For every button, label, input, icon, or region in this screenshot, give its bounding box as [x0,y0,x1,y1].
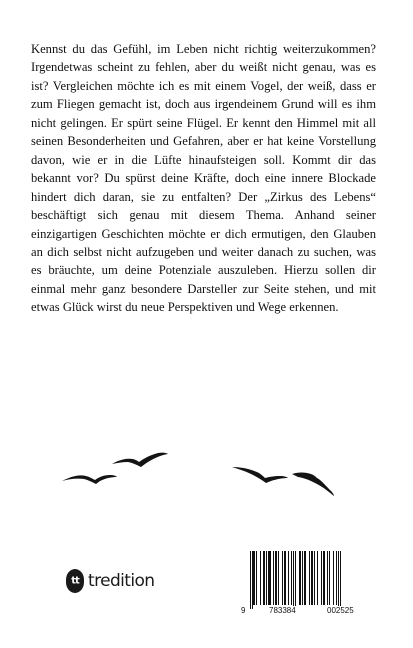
barcode-bar [295,551,296,609]
barcode-bar [253,551,255,605]
barcode-bar [304,551,306,605]
bird-1 [62,475,117,484]
bird-3 [232,467,288,483]
barcode-bar [314,551,315,605]
blurb-text: Kennst du das Gefühl, im Leben nicht richtig weiterzukommen? Irgendetwas scheint zu fehlen, aber du weißt nicht genau, was es ist? Vergleichen möchte ich es mit einem Vogel, der weiß, dass er zum Fliegen gemacht ist, doch aus irgendeinem Grund will es ihm nicht gelingen. Er spürt seine Flügel. Er kennt den Himmel mit all seinen Besonderheiten und Gefahren, aber er hat keine Vorstellung davon, wie er in die Lüfte hinaufsteigen soll. Kommt dir das bekannt vor? Du spürst deine Kräfte, doch eine innere Blockade hindert dich daran, sie zu entfalten? Der „Zirkus des Lebens“ beschäftigt sich genau mit diesem Thema. Anhand seiner einzigartigen Geschichten möchte er dich ermutigen, den Glauben an dich selbst nicht aufzugeben und weiter danach zu suchen, was es bräuchte, um deine Potenziale auszuleben. Hierzu sollen dir einmal mehr ganz besondere Darsteller zur Seite stehen, und mit etwas Glück wirst du neue Perspektiven und Wege erkennen. [31,42,376,315]
barcode-bar [260,551,261,605]
barcode-bar [273,551,274,605]
barcode-bar [302,551,303,605]
barcode-digits-middle: 783384 [269,606,296,615]
barcode-bars [238,549,388,609]
isbn-barcode [238,549,388,620]
barcode-bar [266,551,267,605]
barcode-bar [321,551,322,605]
barcode-bar [288,551,289,605]
barcode-bar [284,551,286,605]
barcode-bar [275,551,277,605]
barcode-bar [291,551,292,605]
barcode-bar [250,551,251,609]
barcode-bar [333,551,334,605]
barcode-digits-right: 002525 [327,606,354,615]
barcode-bar [311,551,313,605]
barcode-bar [282,551,283,605]
barcode-bar [323,551,325,605]
barcode-bar [268,551,271,605]
barcode-bar [299,551,301,605]
barcode-bar [309,551,310,605]
barcode-bar [263,551,265,605]
barcode-bar [329,551,330,605]
barcode-bar [340,551,341,609]
birds-illustration [0,440,413,510]
bird-4 [292,473,334,497]
barcode-digits-left: 9 [241,606,246,615]
barcode-bar [293,551,294,609]
barcode-bar [336,551,337,605]
publisher-name: tredition [88,571,155,591]
barcode-bar [317,551,318,605]
barcode-digits [238,606,388,618]
barcode-bar [327,551,328,605]
bird-2 [112,453,168,467]
publisher-logo [66,566,154,596]
tredition-logo-icon: tt [66,569,84,593]
barcode-bar [338,551,339,609]
barcode-bar [252,551,253,609]
barcode-bar [256,551,257,605]
barcode-bar [278,551,279,605]
